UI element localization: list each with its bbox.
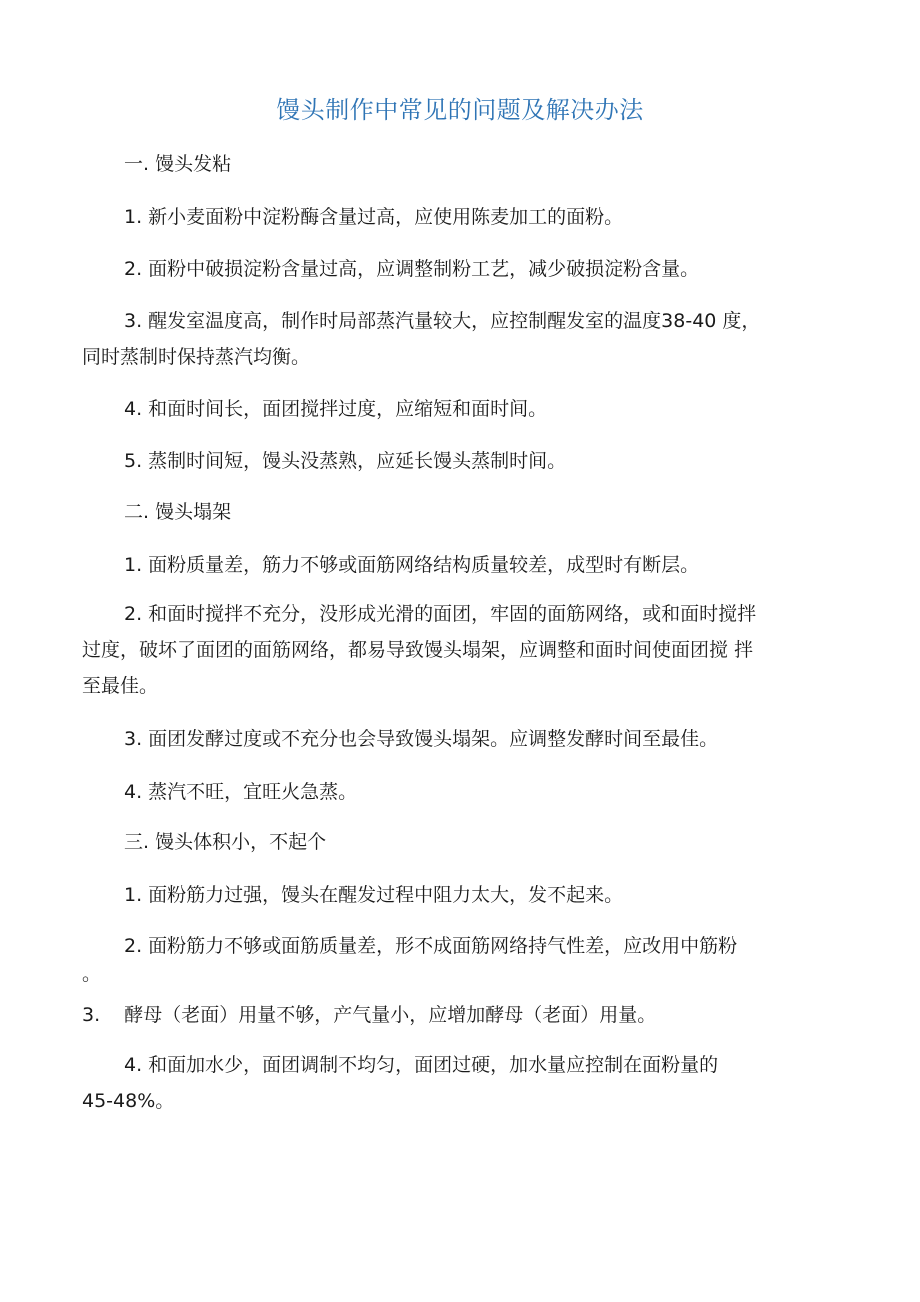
section-heading: 三. 馒头体积小，不起个	[124, 831, 327, 853]
paragraph-line: 5. 蒸制时间短，馒头没蒸熟，应延长馒头蒸制时间。	[124, 450, 567, 472]
list-item	[82, 199, 842, 235]
list-item	[82, 928, 842, 992]
list-item	[82, 774, 842, 810]
section-heading: 一. 馒头发粘	[124, 153, 232, 175]
list-item	[82, 1047, 842, 1119]
paragraph-line: 4. 和面时间长，面团搅拌过度，应缩短和面时间。	[124, 398, 548, 420]
paragraph-line: 2. 面粉中破损淀粉含量过高，应调整制粉工艺，减少破损淀粉含量。	[124, 258, 700, 280]
paragraph-line: 4. 和面加水少，面团调制不均匀，面团过硬，加水量应控制在面粉量的	[124, 1054, 719, 1076]
list-item	[82, 721, 842, 757]
paragraph-line: 。	[82, 963, 102, 985]
paragraph-line: 1. 面粉筋力过强，馒头在醒发过程中阻力太大，发不起来。	[124, 884, 624, 906]
paragraph-line: 至最佳。	[82, 675, 159, 697]
list-item	[82, 303, 842, 375]
paragraph-line: 3. 醒发室温度高，制作时局部蒸汽量较大，应控制醒发室的温度38-40 度，	[124, 310, 761, 332]
list-item	[82, 391, 842, 427]
paragraph-line: 1. 新小麦面粉中淀粉酶含量过高，应使用陈麦加工的面粉。	[124, 206, 624, 228]
list-item	[82, 596, 842, 704]
list-item	[82, 251, 842, 287]
list-item	[82, 877, 842, 913]
paragraph-line: 45-48%。	[82, 1090, 175, 1112]
paragraph-line: 3. 面团发酵过度或不充分也会导致馒头塌架。应调整发酵时间至最佳。	[124, 728, 719, 750]
paragraph-line: 4. 蒸汽不旺，宜旺火急蒸。	[124, 781, 358, 803]
section-heading: 二. 馒头塌架	[124, 501, 232, 523]
paragraph-line: 2. 和面时搅拌不充分，没形成光滑的面团，牢固的面筋网络，或和面时搅拌	[124, 603, 757, 625]
paragraph-line: 过度，破坏了面团的面筋网络，都易导致馒头塌架，应调整和面时间使面团搅 拌	[82, 639, 754, 661]
paragraph-line: 2. 面粉筋力不够或面筋质量差，形不成面筋网络持气性差，应改用中筋粉	[124, 935, 738, 957]
paragraph-line: 3. 酵母（老面）用量不够，产气量小，应增加酵母（老面）用量。	[82, 1004, 657, 1026]
document-title: 馒头制作中常见的问题及解决办法	[276, 96, 644, 124]
paragraph-line: 1. 面粉质量差，筋力不够或面筋网络结构质量较差，成型时有断层。	[124, 554, 700, 576]
list-item	[82, 443, 842, 479]
paragraph-line: 同时蒸制时保持蒸汽均衡。	[82, 346, 311, 368]
list-item	[82, 547, 842, 583]
list-item	[82, 997, 842, 1033]
